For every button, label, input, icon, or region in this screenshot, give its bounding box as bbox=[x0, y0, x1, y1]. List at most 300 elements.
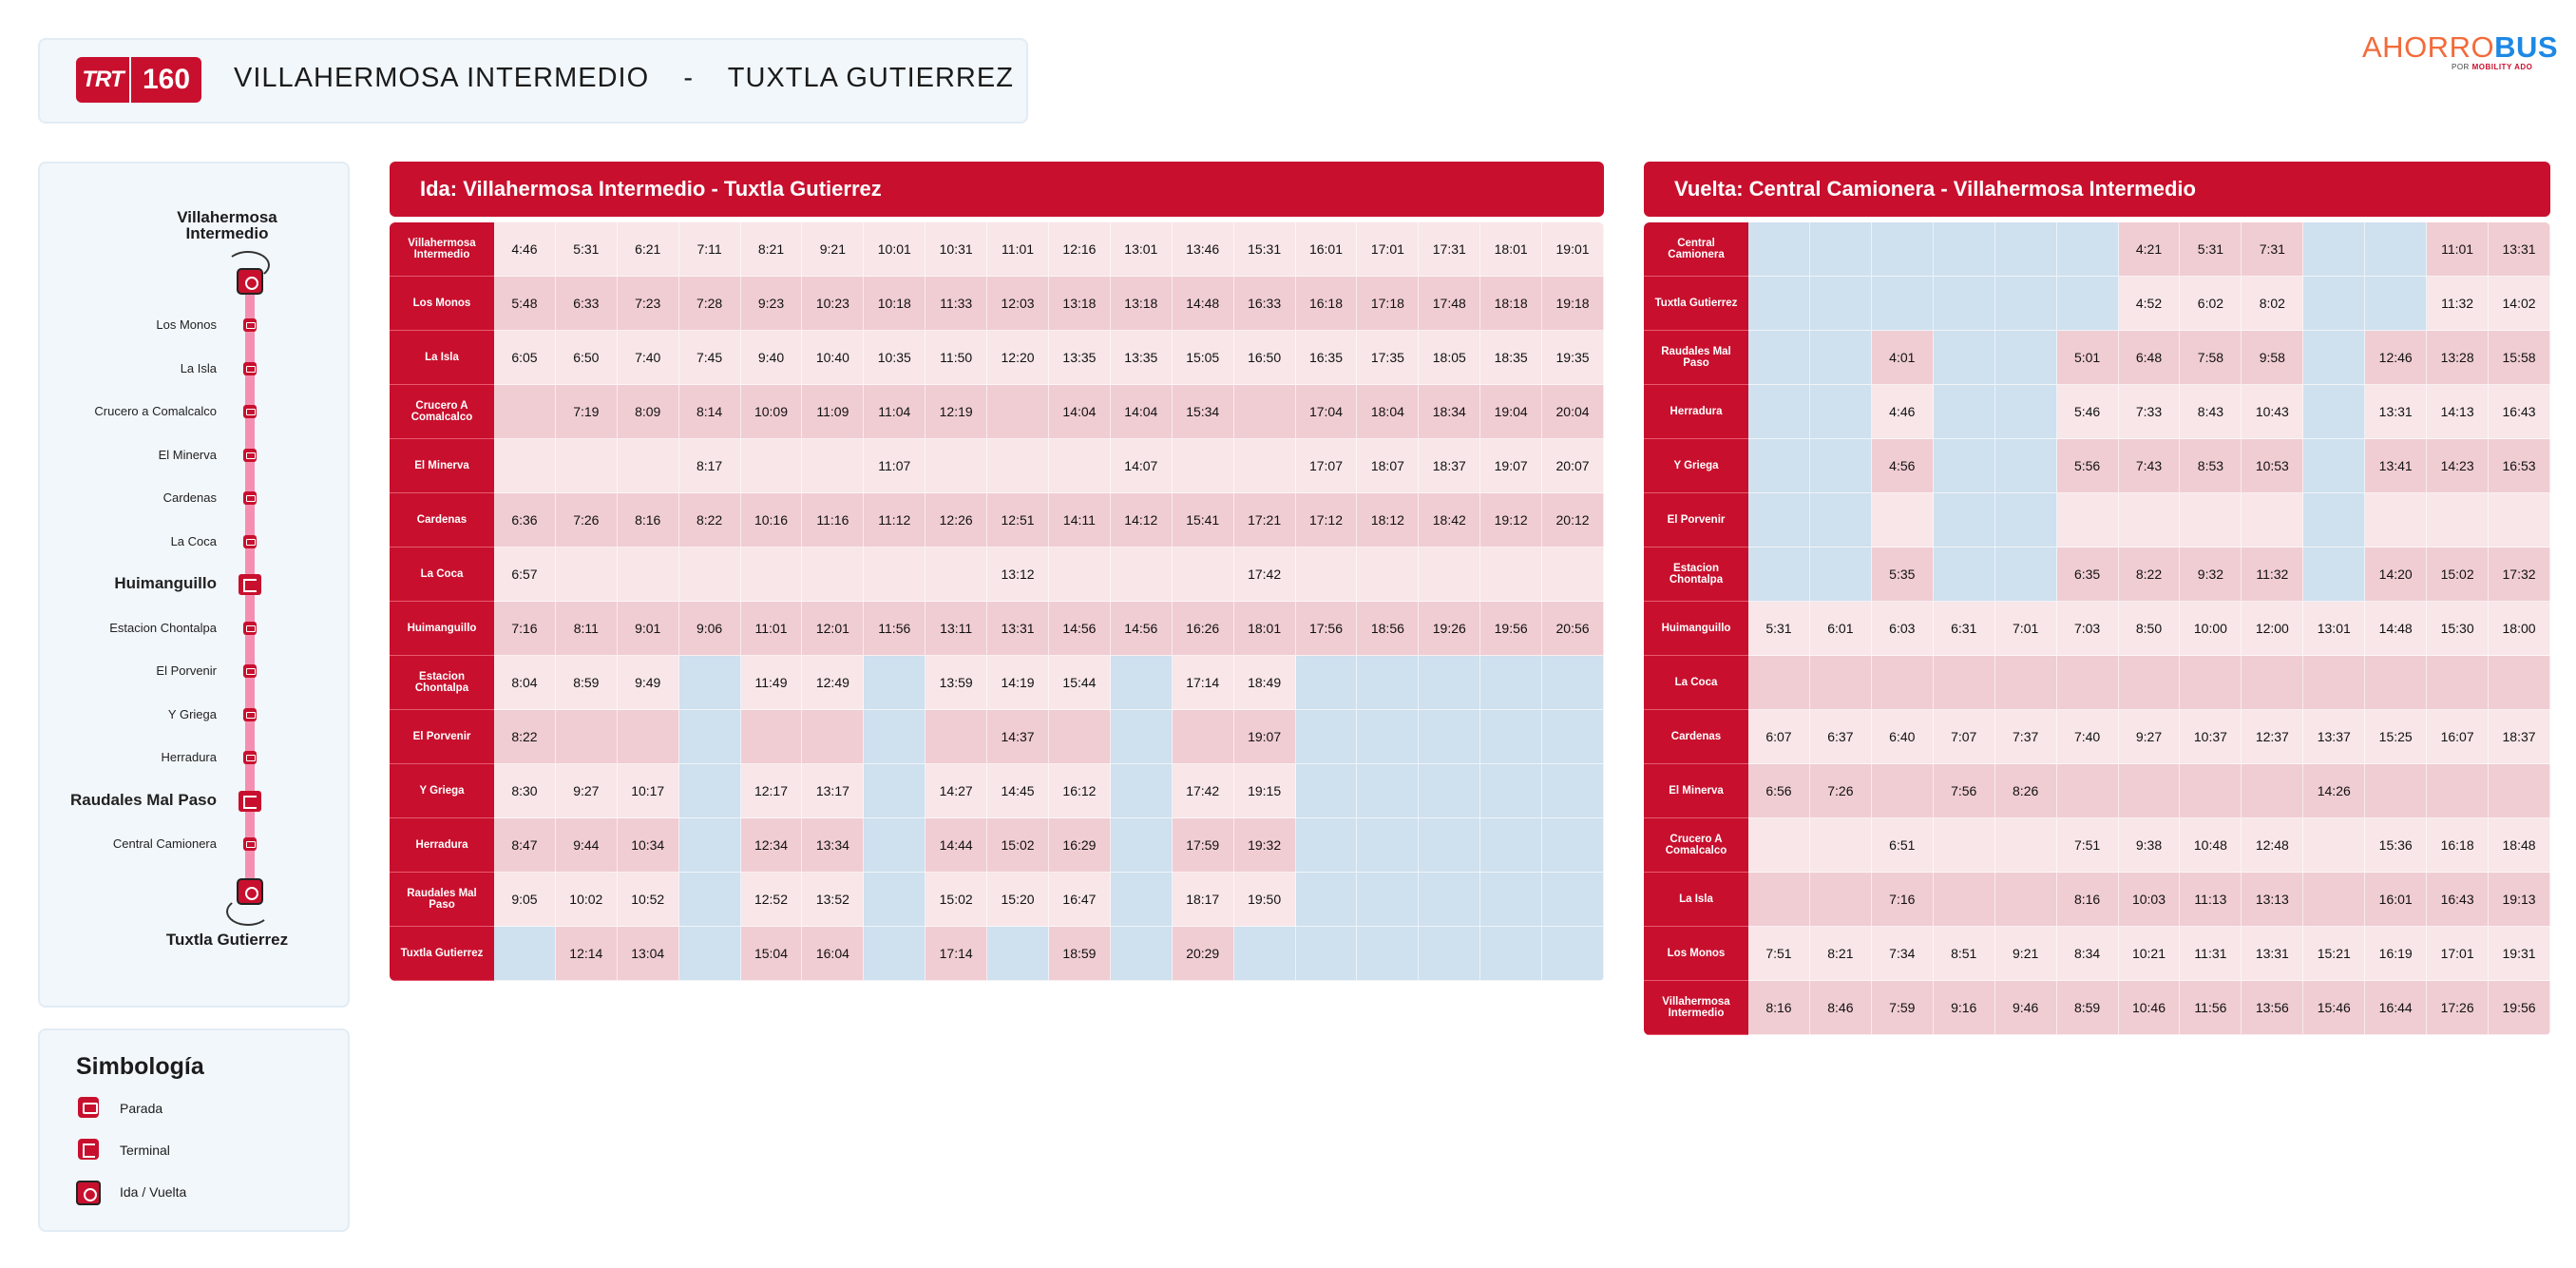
time-cell bbox=[1995, 331, 2057, 385]
time-cell: 12:00 bbox=[2242, 602, 2303, 656]
time-cell bbox=[1480, 873, 1542, 927]
time-cell: 16:18 bbox=[1296, 277, 1358, 331]
time-cell: 15:41 bbox=[1173, 493, 1234, 548]
time-cell: 6:21 bbox=[618, 222, 679, 277]
brand-name-part-b: BUS bbox=[2494, 30, 2559, 64]
bus-stop-icon bbox=[243, 664, 257, 678]
time-cell bbox=[1357, 873, 1419, 927]
time-cell: 10:43 bbox=[2242, 385, 2303, 439]
time-cell bbox=[2303, 493, 2365, 548]
time-cell: 7:56 bbox=[1934, 764, 1995, 818]
time-cell bbox=[1480, 656, 1542, 710]
time-cell: 8:16 bbox=[1748, 981, 1810, 1035]
time-cell bbox=[925, 710, 987, 764]
time-cell bbox=[1111, 873, 1173, 927]
bus-stop-icon bbox=[243, 837, 257, 851]
time-cell: 7:07 bbox=[1934, 710, 1995, 764]
time-cell: 6:02 bbox=[2180, 277, 2242, 331]
row-header-stop: La Coca bbox=[1644, 656, 1748, 710]
time-cell: 8:16 bbox=[2057, 873, 2119, 927]
time-cell: 17:01 bbox=[1357, 222, 1419, 277]
time-cell bbox=[1357, 548, 1419, 602]
time-cell: 6:03 bbox=[1872, 602, 1934, 656]
time-cell bbox=[864, 927, 925, 981]
time-cell bbox=[1480, 818, 1542, 873]
time-cell: 17:14 bbox=[925, 927, 987, 981]
route-diagram bbox=[38, 162, 350, 1008]
time-cell: 19:07 bbox=[1234, 710, 1296, 764]
time-cell: 12:51 bbox=[987, 493, 1049, 548]
time-cell: 5:31 bbox=[1748, 602, 1810, 656]
time-cell bbox=[1995, 385, 2057, 439]
time-cell: 17:31 bbox=[1419, 222, 1480, 277]
time-cell bbox=[802, 710, 864, 764]
time-cell bbox=[1419, 818, 1480, 873]
time-cell: 13:11 bbox=[925, 602, 987, 656]
time-cell: 16:01 bbox=[2365, 873, 2427, 927]
time-cell bbox=[1357, 818, 1419, 873]
time-cell: 10:31 bbox=[925, 222, 987, 277]
time-cell: 7:01 bbox=[1995, 602, 2057, 656]
time-cell: 17:26 bbox=[2427, 981, 2489, 1035]
time-cell bbox=[2119, 493, 2181, 548]
time-cell: 8:02 bbox=[2242, 277, 2303, 331]
time-cell: 13:31 bbox=[2489, 222, 2550, 277]
time-cell: 6:51 bbox=[1872, 818, 1934, 873]
time-cell: 9:44 bbox=[556, 818, 618, 873]
time-cell: 14:23 bbox=[2427, 439, 2489, 493]
time-cell: 15:44 bbox=[1049, 656, 1111, 710]
time-cell: 15:25 bbox=[2365, 710, 2427, 764]
route-number-badge: 160 bbox=[131, 57, 201, 103]
time-cell bbox=[1173, 710, 1234, 764]
time-cell: 20:29 bbox=[1173, 927, 1234, 981]
stop-label: Estacion Chontalpa bbox=[109, 620, 217, 635]
time-cell bbox=[1810, 818, 1872, 873]
row-header-stop: Los Monos bbox=[390, 277, 494, 331]
time-cell: 18:07 bbox=[1357, 439, 1419, 493]
time-cell: 11:50 bbox=[925, 331, 987, 385]
stop-label: Los Monos bbox=[156, 317, 217, 332]
bus-stop-icon bbox=[243, 622, 257, 635]
time-cell: 14:04 bbox=[1049, 385, 1111, 439]
time-cell bbox=[1049, 548, 1111, 602]
time-cell: 12:16 bbox=[1049, 222, 1111, 277]
time-cell: 15:02 bbox=[2427, 548, 2489, 602]
time-cell bbox=[2427, 764, 2489, 818]
time-cell: 11:12 bbox=[864, 493, 925, 548]
time-cell: 16:18 bbox=[2427, 818, 2489, 873]
row-header-stop: El Minerva bbox=[390, 439, 494, 493]
time-cell: 14:12 bbox=[1111, 493, 1173, 548]
time-cell bbox=[1296, 927, 1358, 981]
time-cell: 18:42 bbox=[1419, 493, 1480, 548]
time-cell: 7:23 bbox=[618, 277, 679, 331]
time-cell bbox=[1419, 764, 1480, 818]
time-cell: 15:02 bbox=[925, 873, 987, 927]
time-cell: 8:50 bbox=[2119, 602, 2181, 656]
time-cell: 7:28 bbox=[679, 277, 741, 331]
time-cell bbox=[1296, 656, 1358, 710]
time-cell: 12:26 bbox=[925, 493, 987, 548]
time-cell: 19:13 bbox=[2489, 873, 2550, 927]
time-cell bbox=[1111, 656, 1173, 710]
time-cell bbox=[556, 548, 618, 602]
time-cell bbox=[2489, 493, 2550, 548]
legend-panel bbox=[38, 1028, 350, 1232]
route-title: VILLAHERMOSA INTERMEDIO - TUXTLA GUTIERREZ bbox=[234, 63, 1014, 93]
time-cell bbox=[1542, 764, 1604, 818]
time-cell: 15:02 bbox=[987, 818, 1049, 873]
time-cell bbox=[2303, 385, 2365, 439]
time-cell: 17:32 bbox=[2489, 548, 2550, 602]
time-cell: 11:56 bbox=[864, 602, 925, 656]
time-cell: 13:56 bbox=[2242, 981, 2303, 1035]
time-cell: 14:19 bbox=[987, 656, 1049, 710]
time-cell bbox=[679, 873, 741, 927]
time-cell bbox=[1748, 331, 1810, 385]
time-cell: 18:34 bbox=[1419, 385, 1480, 439]
time-cell bbox=[2489, 656, 2550, 710]
time-cell: 13:18 bbox=[1111, 277, 1173, 331]
legend-label: Terminal bbox=[120, 1143, 170, 1158]
time-cell: 11:07 bbox=[864, 439, 925, 493]
time-cell: 5:01 bbox=[2057, 331, 2119, 385]
time-cell: 14:48 bbox=[1173, 277, 1234, 331]
time-cell: 18:01 bbox=[1234, 602, 1296, 656]
time-cell: 11:01 bbox=[741, 602, 803, 656]
time-cell: 18:59 bbox=[1049, 927, 1111, 981]
time-cell: 10:23 bbox=[802, 277, 864, 331]
time-cell: 11:09 bbox=[802, 385, 864, 439]
time-cell: 11:04 bbox=[864, 385, 925, 439]
time-cell: 10:03 bbox=[2119, 873, 2181, 927]
time-cell: 7:03 bbox=[2057, 602, 2119, 656]
stop-label: El Porvenir bbox=[156, 663, 217, 678]
time-cell bbox=[1934, 331, 1995, 385]
time-cell: 11:16 bbox=[802, 493, 864, 548]
bus-stop-icon bbox=[243, 405, 257, 418]
time-cell: 19:56 bbox=[2489, 981, 2550, 1035]
brand-sub-prefix: POR bbox=[2452, 63, 2472, 71]
time-cell bbox=[1542, 818, 1604, 873]
terminal-icon bbox=[239, 574, 261, 595]
time-cell bbox=[1810, 656, 1872, 710]
time-cell: 7:45 bbox=[679, 331, 741, 385]
time-cell: 9:05 bbox=[494, 873, 556, 927]
time-cell bbox=[2365, 656, 2427, 710]
time-cell: 20:04 bbox=[1542, 385, 1604, 439]
time-cell bbox=[1111, 818, 1173, 873]
time-cell bbox=[1173, 439, 1234, 493]
time-cell: 9:49 bbox=[618, 656, 679, 710]
row-header-stop: Crucero A Comalcalco bbox=[1644, 818, 1748, 873]
time-cell: 6:07 bbox=[1748, 710, 1810, 764]
time-cell: 13:41 bbox=[2365, 439, 2427, 493]
time-cell: 12:19 bbox=[925, 385, 987, 439]
time-cell bbox=[1357, 927, 1419, 981]
time-cell: 14:56 bbox=[1111, 602, 1173, 656]
time-cell: 19:18 bbox=[1542, 277, 1604, 331]
time-cell: 16:19 bbox=[2365, 927, 2427, 981]
time-cell: 9:32 bbox=[2180, 548, 2242, 602]
time-cell: 4:46 bbox=[494, 222, 556, 277]
route-header bbox=[38, 38, 1028, 124]
time-cell bbox=[1542, 710, 1604, 764]
time-cell: 6:36 bbox=[494, 493, 556, 548]
time-cell bbox=[2303, 439, 2365, 493]
time-cell bbox=[2057, 764, 2119, 818]
row-header-stop: Tuxtla Gutierrez bbox=[390, 927, 494, 981]
bus-stop-icon bbox=[243, 449, 257, 462]
time-cell: 7:19 bbox=[556, 385, 618, 439]
time-cell: 10:18 bbox=[864, 277, 925, 331]
time-cell: 19:04 bbox=[1480, 385, 1542, 439]
time-cell bbox=[1810, 439, 1872, 493]
time-cell: 13:59 bbox=[925, 656, 987, 710]
time-cell: 17:04 bbox=[1296, 385, 1358, 439]
time-cell: 7:16 bbox=[494, 602, 556, 656]
time-cell: 4:46 bbox=[1872, 385, 1934, 439]
time-cell: 12:14 bbox=[556, 927, 618, 981]
time-cell: 15:46 bbox=[2303, 981, 2365, 1035]
bus-stop-icon bbox=[243, 491, 257, 505]
time-cell: 19:12 bbox=[1480, 493, 1542, 548]
stop-label: Raudales Mal Paso bbox=[69, 790, 217, 809]
time-cell bbox=[1810, 331, 1872, 385]
time-cell: 8:11 bbox=[556, 602, 618, 656]
row-header-stop: Raudales Mal Paso bbox=[1644, 331, 1748, 385]
time-cell bbox=[1296, 764, 1358, 818]
legend-label: Ida / Vuelta bbox=[120, 1184, 187, 1200]
time-cell: 18:05 bbox=[1419, 331, 1480, 385]
time-cell: 14:56 bbox=[1049, 602, 1111, 656]
time-cell: 19:15 bbox=[1234, 764, 1296, 818]
time-cell: 10:48 bbox=[2180, 818, 2242, 873]
time-cell: 13:35 bbox=[1111, 331, 1173, 385]
time-cell: 7:40 bbox=[618, 331, 679, 385]
time-cell: 14:45 bbox=[987, 764, 1049, 818]
time-cell bbox=[1934, 818, 1995, 873]
time-cell: 9:21 bbox=[1995, 927, 2057, 981]
time-cell bbox=[1934, 873, 1995, 927]
ida-vuelta-icon bbox=[76, 1181, 101, 1205]
time-cell: 19:01 bbox=[1542, 222, 1604, 277]
stop-label: Herradura bbox=[161, 750, 217, 764]
time-cell: 14:20 bbox=[2365, 548, 2427, 602]
time-cell bbox=[2427, 493, 2489, 548]
row-header-stop: Estacion Chontalpa bbox=[390, 656, 494, 710]
time-cell bbox=[2180, 656, 2242, 710]
time-cell: 15:04 bbox=[741, 927, 803, 981]
time-cell bbox=[1419, 656, 1480, 710]
row-header-stop: Y Griega bbox=[1644, 439, 1748, 493]
time-cell: 18:04 bbox=[1357, 385, 1419, 439]
time-cell: 10:34 bbox=[618, 818, 679, 873]
time-cell bbox=[1357, 764, 1419, 818]
time-cell bbox=[2303, 818, 2365, 873]
stop-label: La Isla bbox=[180, 360, 217, 375]
time-cell: 14:02 bbox=[2489, 277, 2550, 331]
row-header-stop: Cardenas bbox=[1644, 710, 1748, 764]
time-cell: 9:21 bbox=[802, 222, 864, 277]
time-cell: 17:56 bbox=[1296, 602, 1358, 656]
stop-label: Cardenas bbox=[162, 490, 217, 505]
time-cell: 7:26 bbox=[556, 493, 618, 548]
time-cell bbox=[2303, 873, 2365, 927]
time-cell bbox=[1934, 222, 1995, 277]
time-cell bbox=[1173, 548, 1234, 602]
time-cell bbox=[2365, 277, 2427, 331]
time-cell: 5:31 bbox=[2180, 222, 2242, 277]
time-cell bbox=[1995, 873, 2057, 927]
time-cell: 20:12 bbox=[1542, 493, 1604, 548]
time-cell: 12:46 bbox=[2365, 331, 2427, 385]
time-cell: 13:28 bbox=[2427, 331, 2489, 385]
brand-subtitle bbox=[2452, 63, 2532, 71]
time-cell bbox=[1296, 548, 1358, 602]
time-cell bbox=[1419, 927, 1480, 981]
time-cell bbox=[2057, 277, 2119, 331]
time-cell bbox=[741, 710, 803, 764]
time-cell: 8:04 bbox=[494, 656, 556, 710]
time-cell: 11:31 bbox=[2180, 927, 2242, 981]
time-cell: 17:42 bbox=[1173, 764, 1234, 818]
row-header-stop: Tuxtla Gutierrez bbox=[1644, 277, 1748, 331]
time-cell: 13:31 bbox=[2365, 385, 2427, 439]
ahorrobus-logo bbox=[2362, 30, 2558, 65]
time-cell: 6:31 bbox=[1934, 602, 1995, 656]
time-cell bbox=[1934, 656, 1995, 710]
time-cell bbox=[925, 548, 987, 602]
time-cell bbox=[1049, 439, 1111, 493]
row-header-stop: Central Camionera bbox=[1644, 222, 1748, 277]
time-cell: 18:37 bbox=[1419, 439, 1480, 493]
row-header-stop: Y Griega bbox=[390, 764, 494, 818]
time-cell: 8:59 bbox=[556, 656, 618, 710]
time-cell: 5:31 bbox=[556, 222, 618, 277]
time-cell bbox=[802, 439, 864, 493]
time-cell bbox=[2303, 656, 2365, 710]
time-cell: 4:21 bbox=[2119, 222, 2181, 277]
time-cell: 13:31 bbox=[987, 602, 1049, 656]
time-cell bbox=[556, 710, 618, 764]
time-cell: 9:40 bbox=[741, 331, 803, 385]
time-cell: 16:35 bbox=[1296, 331, 1358, 385]
time-cell: 14:26 bbox=[2303, 764, 2365, 818]
time-cell: 13:17 bbox=[802, 764, 864, 818]
time-cell bbox=[679, 710, 741, 764]
time-cell: 7:33 bbox=[2119, 385, 2181, 439]
time-cell: 13:12 bbox=[987, 548, 1049, 602]
row-header-stop: Herradura bbox=[1644, 385, 1748, 439]
time-cell bbox=[1872, 277, 1934, 331]
time-cell bbox=[2180, 493, 2242, 548]
terminal-icon bbox=[239, 791, 261, 812]
bus-stop-icon bbox=[243, 318, 257, 332]
time-cell bbox=[2119, 764, 2181, 818]
time-cell: 13:13 bbox=[2242, 873, 2303, 927]
time-cell: 9:16 bbox=[1934, 981, 1995, 1035]
time-cell bbox=[1748, 385, 1810, 439]
time-cell: 18:18 bbox=[1480, 277, 1542, 331]
time-cell: 16:43 bbox=[2489, 385, 2550, 439]
time-cell bbox=[1748, 818, 1810, 873]
time-cell: 20:07 bbox=[1542, 439, 1604, 493]
time-cell bbox=[1296, 818, 1358, 873]
time-cell: 16:44 bbox=[2365, 981, 2427, 1035]
time-cell: 17:59 bbox=[1173, 818, 1234, 873]
terminal-icon bbox=[78, 1139, 99, 1160]
time-cell bbox=[1934, 439, 1995, 493]
time-cell bbox=[1810, 873, 1872, 927]
time-cell: 7:16 bbox=[1872, 873, 1934, 927]
time-cell bbox=[1111, 764, 1173, 818]
time-cell bbox=[741, 548, 803, 602]
time-cell bbox=[1542, 656, 1604, 710]
stop-label: Crucero a Comalcalco bbox=[94, 404, 217, 418]
row-header-stop: Herradura bbox=[390, 818, 494, 873]
time-cell: 5:35 bbox=[1872, 548, 1934, 602]
loop-arrow-icon bbox=[226, 897, 270, 926]
time-cell: 8:21 bbox=[1810, 927, 1872, 981]
time-cell bbox=[802, 548, 864, 602]
time-cell bbox=[1810, 493, 1872, 548]
row-header-stop: La Isla bbox=[1644, 873, 1748, 927]
time-cell: 16:33 bbox=[1234, 277, 1296, 331]
time-cell: 9:46 bbox=[1995, 981, 2057, 1035]
time-cell: 8:34 bbox=[2057, 927, 2119, 981]
time-cell: 4:01 bbox=[1872, 331, 1934, 385]
legend-title: Simbología bbox=[76, 1053, 204, 1080]
time-cell: 19:56 bbox=[1480, 602, 1542, 656]
time-cell bbox=[1872, 764, 1934, 818]
time-cell: 13:01 bbox=[1111, 222, 1173, 277]
time-cell: 18:35 bbox=[1480, 331, 1542, 385]
time-cell: 17:12 bbox=[1296, 493, 1358, 548]
time-cell: 12:37 bbox=[2242, 710, 2303, 764]
time-cell: 6:56 bbox=[1748, 764, 1810, 818]
trt-logo: TRT bbox=[76, 57, 129, 103]
time-cell bbox=[2303, 277, 2365, 331]
time-cell bbox=[864, 710, 925, 764]
time-cell: 18:17 bbox=[1173, 873, 1234, 927]
time-cell bbox=[679, 656, 741, 710]
time-cell: 10:35 bbox=[864, 331, 925, 385]
row-header-stop: La Isla bbox=[390, 331, 494, 385]
time-cell: 16:43 bbox=[2427, 873, 2489, 927]
time-cell: 6:50 bbox=[556, 331, 618, 385]
route-origin-label: Villahermosa Intermedio bbox=[177, 208, 277, 242]
time-cell: 7:31 bbox=[2242, 222, 2303, 277]
row-header-stop: Villahermosa Intermedio bbox=[1644, 981, 1748, 1035]
time-cell: 16:07 bbox=[2427, 710, 2489, 764]
time-cell bbox=[1419, 873, 1480, 927]
time-cell: 15:58 bbox=[2489, 331, 2550, 385]
time-cell bbox=[679, 818, 741, 873]
time-cell: 8:43 bbox=[2180, 385, 2242, 439]
time-cell bbox=[1748, 439, 1810, 493]
time-cell: 19:07 bbox=[1480, 439, 1542, 493]
time-cell: 14:37 bbox=[987, 710, 1049, 764]
time-cell: 14:13 bbox=[2427, 385, 2489, 439]
time-cell: 6:37 bbox=[1810, 710, 1872, 764]
time-cell bbox=[1542, 927, 1604, 981]
time-cell bbox=[2057, 222, 2119, 277]
ida-title: Ida: Villahermosa Intermedio - Tuxtla Gutierrez bbox=[390, 162, 1604, 217]
time-cell: 12:03 bbox=[987, 277, 1049, 331]
time-cell: 8:09 bbox=[618, 385, 679, 439]
